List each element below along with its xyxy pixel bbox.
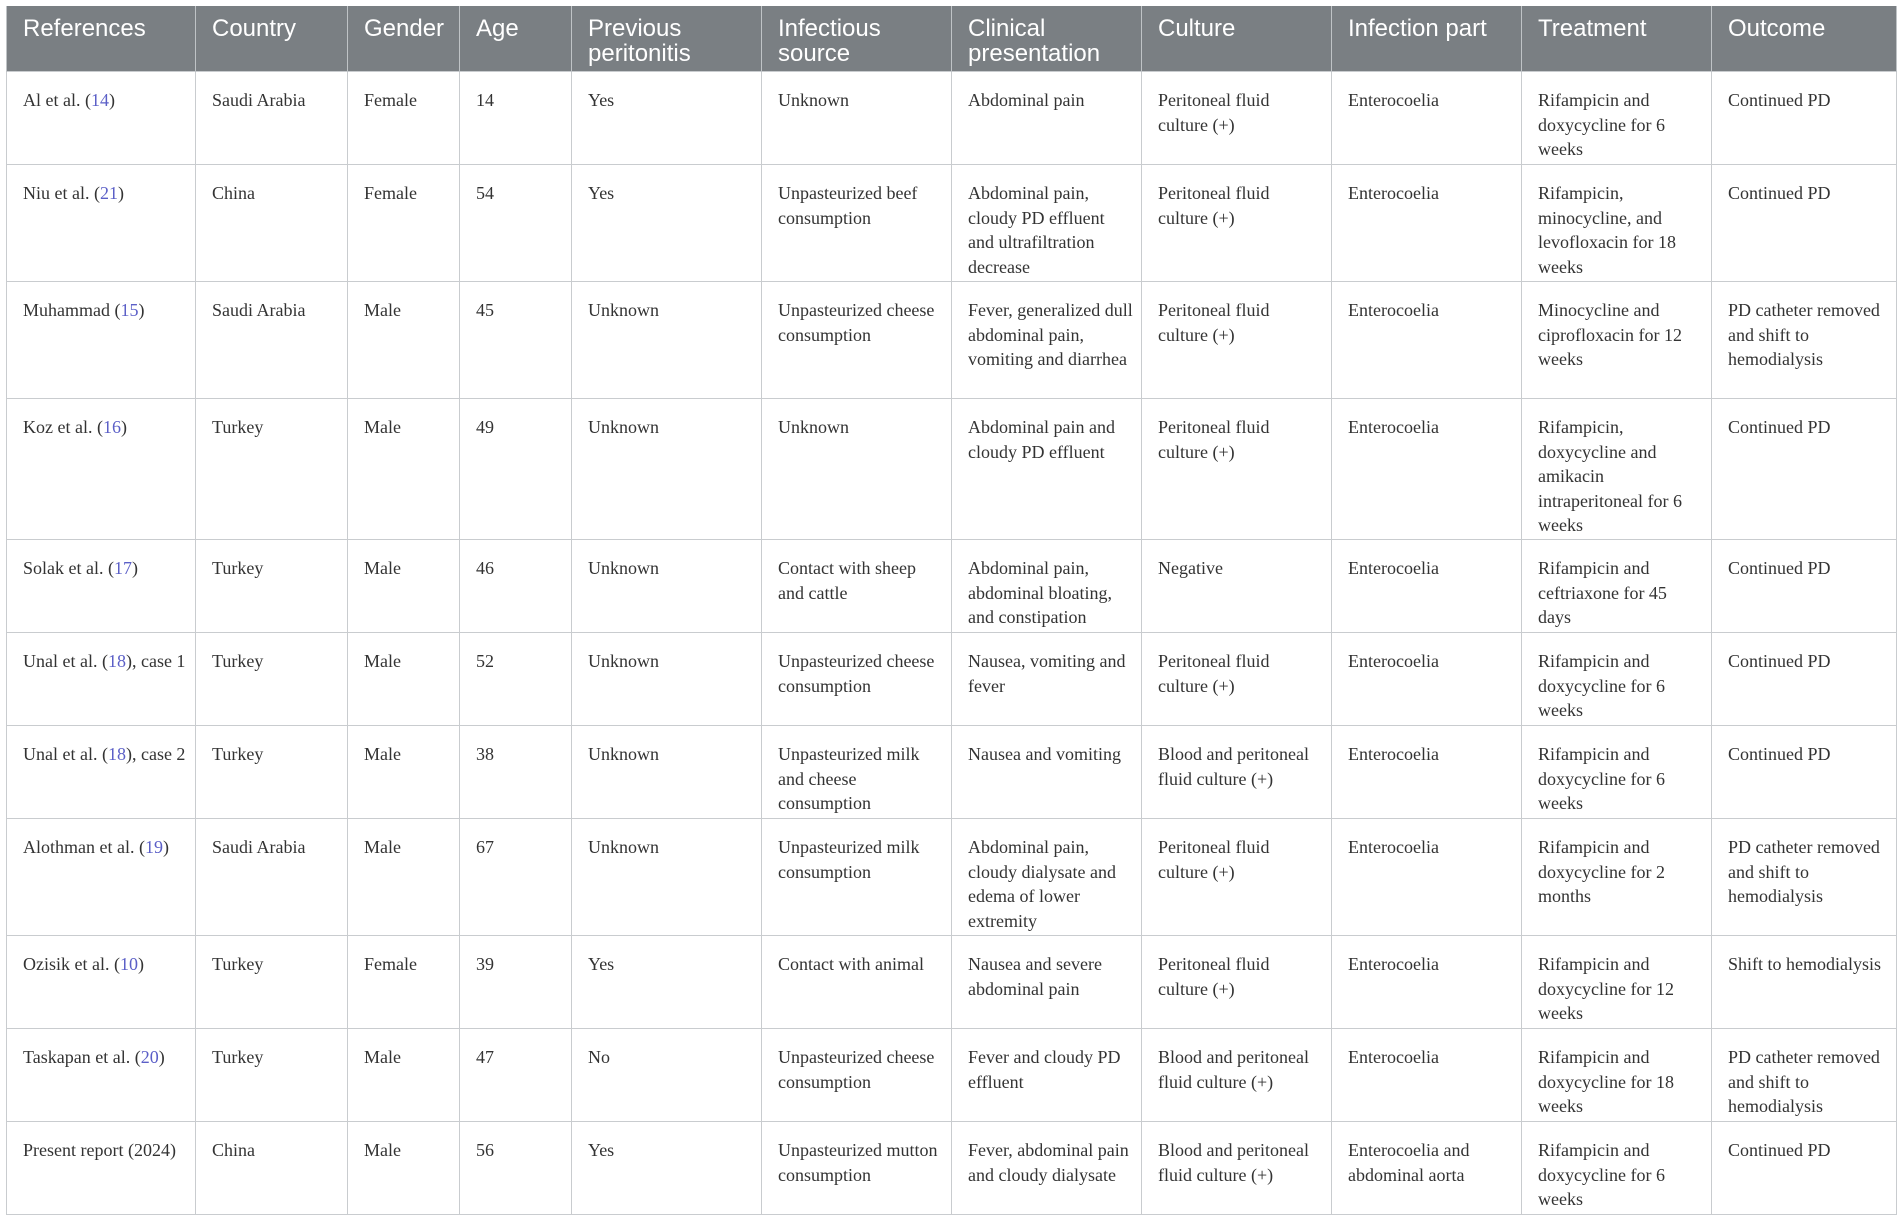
col-treatment: Treatment <box>1522 6 1712 72</box>
reference-text: Alothman et al. ( <box>23 837 145 857</box>
reference-text: Solak et al. ( <box>23 558 114 578</box>
references-table <box>6 6 1897 1215</box>
cell-country: China <box>196 165 348 282</box>
cell-infectious-source: Unpasteurized cheese consumption <box>762 1029 952 1122</box>
cell-age: 52 <box>460 633 572 726</box>
table-row <box>7 633 1897 726</box>
table-row <box>7 1029 1897 1122</box>
cell-clinical-presentation: Nausea and severe abdominal pain <box>952 936 1142 1029</box>
cell-previous-peritonitis: Yes <box>572 72 762 165</box>
cell-infectious-source: Contact with animal <box>762 936 952 1029</box>
cell-infection-part: Enterocoelia <box>1332 540 1522 633</box>
cell-culture: Peritoneal fluid culture (+) <box>1142 936 1332 1029</box>
table-row <box>7 72 1897 165</box>
cell-gender: Male <box>348 540 460 633</box>
table-row <box>7 819 1897 936</box>
cell-country: Saudi Arabia <box>196 72 348 165</box>
cell-gender: Male <box>348 1029 460 1122</box>
cell-previous-peritonitis: Unknown <box>572 282 762 399</box>
reference-suffix: ) <box>120 417 127 437</box>
cell-reference <box>7 165 196 282</box>
cell-outcome: Continued PD <box>1712 726 1897 819</box>
cell-treatment: Rifampicin and doxycycline for 6 weeks <box>1522 633 1712 726</box>
cell-infection-part: Enterocoelia <box>1332 633 1522 726</box>
table-row <box>7 282 1897 399</box>
cell-previous-peritonitis: Unknown <box>572 540 762 633</box>
reference-text: Unal et al. ( <box>23 651 108 671</box>
reference-text: Koz et al. ( <box>23 417 103 437</box>
cell-reference <box>7 726 196 819</box>
cell-country: Saudi Arabia <box>196 819 348 936</box>
reference-link[interactable]: 17 <box>113 558 132 578</box>
cell-infection-part: Enterocoelia and abdominal aorta <box>1332 1122 1522 1215</box>
reference-text: Al et al. ( <box>23 90 91 110</box>
cell-culture: Peritoneal fluid culture (+) <box>1142 399 1332 540</box>
table-row <box>7 936 1897 1029</box>
cell-treatment: Rifampicin and doxycycline for 18 weeks <box>1522 1029 1712 1122</box>
cell-country: Turkey <box>196 399 348 540</box>
reference-suffix: ) <box>137 954 144 974</box>
cell-culture: Peritoneal fluid culture (+) <box>1142 282 1332 399</box>
reference-link[interactable]: 18 <box>107 651 126 671</box>
reference-text: Niu et al. ( <box>23 183 100 203</box>
reference-suffix: ) <box>131 558 138 578</box>
reference-suffix: ), case 2 <box>125 744 186 764</box>
cell-age: 49 <box>460 399 572 540</box>
reference-text: Ozisik et al. ( <box>23 954 120 974</box>
col-gender: Gender <box>348 6 460 72</box>
cell-gender: Male <box>348 282 460 399</box>
cell-outcome: Continued PD <box>1712 540 1897 633</box>
col-country: Country <box>196 6 348 72</box>
reference-text: Present report (2024) <box>23 1140 176 1160</box>
cell-age: 46 <box>460 540 572 633</box>
cell-age: 47 <box>460 1029 572 1122</box>
cell-clinical-presentation: Fever and cloudy PD effluent <box>952 1029 1142 1122</box>
header-row <box>7 6 1897 72</box>
cell-outcome: Continued PD <box>1712 165 1897 282</box>
reference-link[interactable]: 21 <box>99 183 118 203</box>
reference-link[interactable]: 14 <box>90 90 109 110</box>
cell-age: 39 <box>460 936 572 1029</box>
table-row <box>7 726 1897 819</box>
cell-outcome: Continued PD <box>1712 72 1897 165</box>
col-culture: Culture <box>1142 6 1332 72</box>
cell-previous-peritonitis: Yes <box>572 165 762 282</box>
cell-culture: Peritoneal fluid culture (+) <box>1142 72 1332 165</box>
cell-treatment: Rifampicin and doxycycline for 12 weeks <box>1522 936 1712 1029</box>
cell-culture: Blood and peritoneal fluid culture (+) <box>1142 1122 1332 1215</box>
cell-previous-peritonitis: Yes <box>572 1122 762 1215</box>
cell-country: Turkey <box>196 633 348 726</box>
cell-clinical-presentation: Abdominal pain, cloudy PD effluent and ultrafiltration decrease <box>952 165 1142 282</box>
cell-outcome: Continued PD <box>1712 633 1897 726</box>
cell-country: Saudi Arabia <box>196 282 348 399</box>
cell-clinical-presentation: Abdominal pain, abdominal bloating, and constipation <box>952 540 1142 633</box>
cell-reference <box>7 1122 196 1215</box>
cell-country: Turkey <box>196 1029 348 1122</box>
cell-infectious-source: Unpasteurized mutton consumption <box>762 1122 952 1215</box>
cell-clinical-presentation: Abdominal pain and cloudy PD effluent <box>952 399 1142 540</box>
col-infectious-source: Infectious source <box>762 6 952 72</box>
cell-reference <box>7 399 196 540</box>
cell-outcome: PD catheter removed and shift to hemodialysis <box>1712 1029 1897 1122</box>
reference-link[interactable]: 16 <box>102 417 121 437</box>
cell-treatment: Rifampicin and doxycycline for 6 weeks <box>1522 1122 1712 1215</box>
cell-gender: Male <box>348 1122 460 1215</box>
reference-link[interactable]: 18 <box>107 744 126 764</box>
reference-suffix: ), case 1 <box>125 651 186 671</box>
cell-infection-part: Enterocoelia <box>1332 1029 1522 1122</box>
cell-culture: Blood and peritoneal fluid culture (+) <box>1142 726 1332 819</box>
table-body <box>7 72 1897 1215</box>
col-outcome: Outcome <box>1712 6 1897 72</box>
cell-treatment: Rifampicin and ceftriaxone for 45 days <box>1522 540 1712 633</box>
cell-culture: Peritoneal fluid culture (+) <box>1142 819 1332 936</box>
cell-age: 67 <box>460 819 572 936</box>
cell-previous-peritonitis: Unknown <box>572 726 762 819</box>
cell-infection-part: Enterocoelia <box>1332 819 1522 936</box>
cell-gender: Male <box>348 726 460 819</box>
col-references: References <box>7 6 196 72</box>
cell-age: 14 <box>460 72 572 165</box>
reference-link[interactable]: 10 <box>119 954 138 974</box>
cell-treatment: Rifampicin and doxycycline for 2 months <box>1522 819 1712 936</box>
reference-link[interactable]: 15 <box>120 300 139 320</box>
cell-infection-part: Enterocoelia <box>1332 726 1522 819</box>
cell-country: Turkey <box>196 540 348 633</box>
cell-age: 56 <box>460 1122 572 1215</box>
cell-culture: Negative <box>1142 540 1332 633</box>
cell-culture: Peritoneal fluid culture (+) <box>1142 633 1332 726</box>
cell-reference <box>7 936 196 1029</box>
cell-reference <box>7 540 196 633</box>
cell-clinical-presentation: Fever, generalized dull abdominal pain, vomiting and diarrhea <box>952 282 1142 399</box>
cell-infectious-source: Unpasteurized cheese consumption <box>762 282 952 399</box>
cell-infectious-source: Unpasteurized cheese consumption <box>762 633 952 726</box>
cell-clinical-presentation: Nausea, vomiting and fever <box>952 633 1142 726</box>
cell-age: 45 <box>460 282 572 399</box>
cell-treatment: Rifampicin, minocycline, and levofloxacin for 18 weeks <box>1522 165 1712 282</box>
cell-treatment: Rifampicin, doxycycline and amikacin intraperitoneal for 6 weeks <box>1522 399 1712 540</box>
cell-country: China <box>196 1122 348 1215</box>
col-age: Age <box>460 6 572 72</box>
cell-outcome: PD catheter removed and shift to hemodialysis <box>1712 282 1897 399</box>
cell-gender: Female <box>348 72 460 165</box>
cell-outcome: Continued PD <box>1712 399 1897 540</box>
cell-gender: Male <box>348 819 460 936</box>
cell-reference <box>7 1029 196 1122</box>
table-row <box>7 1122 1897 1215</box>
reference-suffix: ) <box>138 300 145 320</box>
cell-reference <box>7 819 196 936</box>
cell-outcome: PD catheter removed and shift to hemodialysis <box>1712 819 1897 936</box>
cell-previous-peritonitis: Unknown <box>572 819 762 936</box>
cell-infectious-source: Unknown <box>762 72 952 165</box>
reference-link[interactable]: 20 <box>140 1047 159 1067</box>
cell-gender: Male <box>348 399 460 540</box>
table-row <box>7 165 1897 282</box>
cell-gender: Male <box>348 633 460 726</box>
cell-infection-part: Enterocoelia <box>1332 936 1522 1029</box>
cell-culture: Peritoneal fluid culture (+) <box>1142 165 1332 282</box>
cell-country: Turkey <box>196 726 348 819</box>
cell-previous-peritonitis: Unknown <box>572 399 762 540</box>
col-infection-part: Infection part <box>1332 6 1522 72</box>
cell-infectious-source: Unpasteurized milk and cheese consumption <box>762 726 952 819</box>
cell-infectious-source: Contact with sheep and cattle <box>762 540 952 633</box>
table-row <box>7 399 1897 540</box>
cell-treatment: Rifampicin and doxycycline for 6 weeks <box>1522 72 1712 165</box>
cell-treatment: Minocycline and ciprofloxacin for 12 weeks <box>1522 282 1712 399</box>
cell-infectious-source: Unpasteurized beef consumption <box>762 165 952 282</box>
col-previous-peritonitis: Previous peritonitis <box>572 6 762 72</box>
table-row <box>7 540 1897 633</box>
cell-age: 38 <box>460 726 572 819</box>
cell-infectious-source: Unknown <box>762 399 952 540</box>
reference-link[interactable]: 19 <box>144 837 163 857</box>
reference-text: Unal et al. ( <box>23 744 108 764</box>
cell-treatment: Rifampicin and doxycycline for 6 weeks <box>1522 726 1712 819</box>
cell-gender: Female <box>348 165 460 282</box>
cell-reference <box>7 633 196 726</box>
cell-clinical-presentation: Abdominal pain, cloudy dialysate and edema of lower extremity <box>952 819 1142 936</box>
reference-text: Muhammad ( <box>23 300 121 320</box>
cell-clinical-presentation: Abdominal pain <box>952 72 1142 165</box>
reference-text: Taskapan et al. ( <box>23 1047 141 1067</box>
cell-previous-peritonitis: Yes <box>572 936 762 1029</box>
cell-gender: Female <box>348 936 460 1029</box>
reference-suffix: ) <box>108 90 115 110</box>
cell-previous-peritonitis: No <box>572 1029 762 1122</box>
reference-suffix: ) <box>158 1047 165 1067</box>
cell-country: Turkey <box>196 936 348 1029</box>
cell-infection-part: Enterocoelia <box>1332 399 1522 540</box>
cell-outcome: Shift to hemodialysis <box>1712 936 1897 1029</box>
cell-infection-part: Enterocoelia <box>1332 165 1522 282</box>
cell-clinical-presentation: Nausea and vomiting <box>952 726 1142 819</box>
cell-previous-peritonitis: Unknown <box>572 633 762 726</box>
cell-outcome: Continued PD <box>1712 1122 1897 1215</box>
reference-suffix: ) <box>117 183 124 203</box>
reference-suffix: ) <box>162 837 169 857</box>
cell-infection-part: Enterocoelia <box>1332 282 1522 399</box>
cell-reference <box>7 282 196 399</box>
cell-clinical-presentation: Fever, abdominal pain and cloudy dialysate <box>952 1122 1142 1215</box>
cell-reference <box>7 72 196 165</box>
cell-age: 54 <box>460 165 572 282</box>
cell-culture: Blood and peritoneal fluid culture (+) <box>1142 1029 1332 1122</box>
cell-infection-part: Enterocoelia <box>1332 72 1522 165</box>
col-clinical-presentation: Clinical presentation <box>952 6 1142 72</box>
cell-infectious-source: Unpasteurized milk consumption <box>762 819 952 936</box>
